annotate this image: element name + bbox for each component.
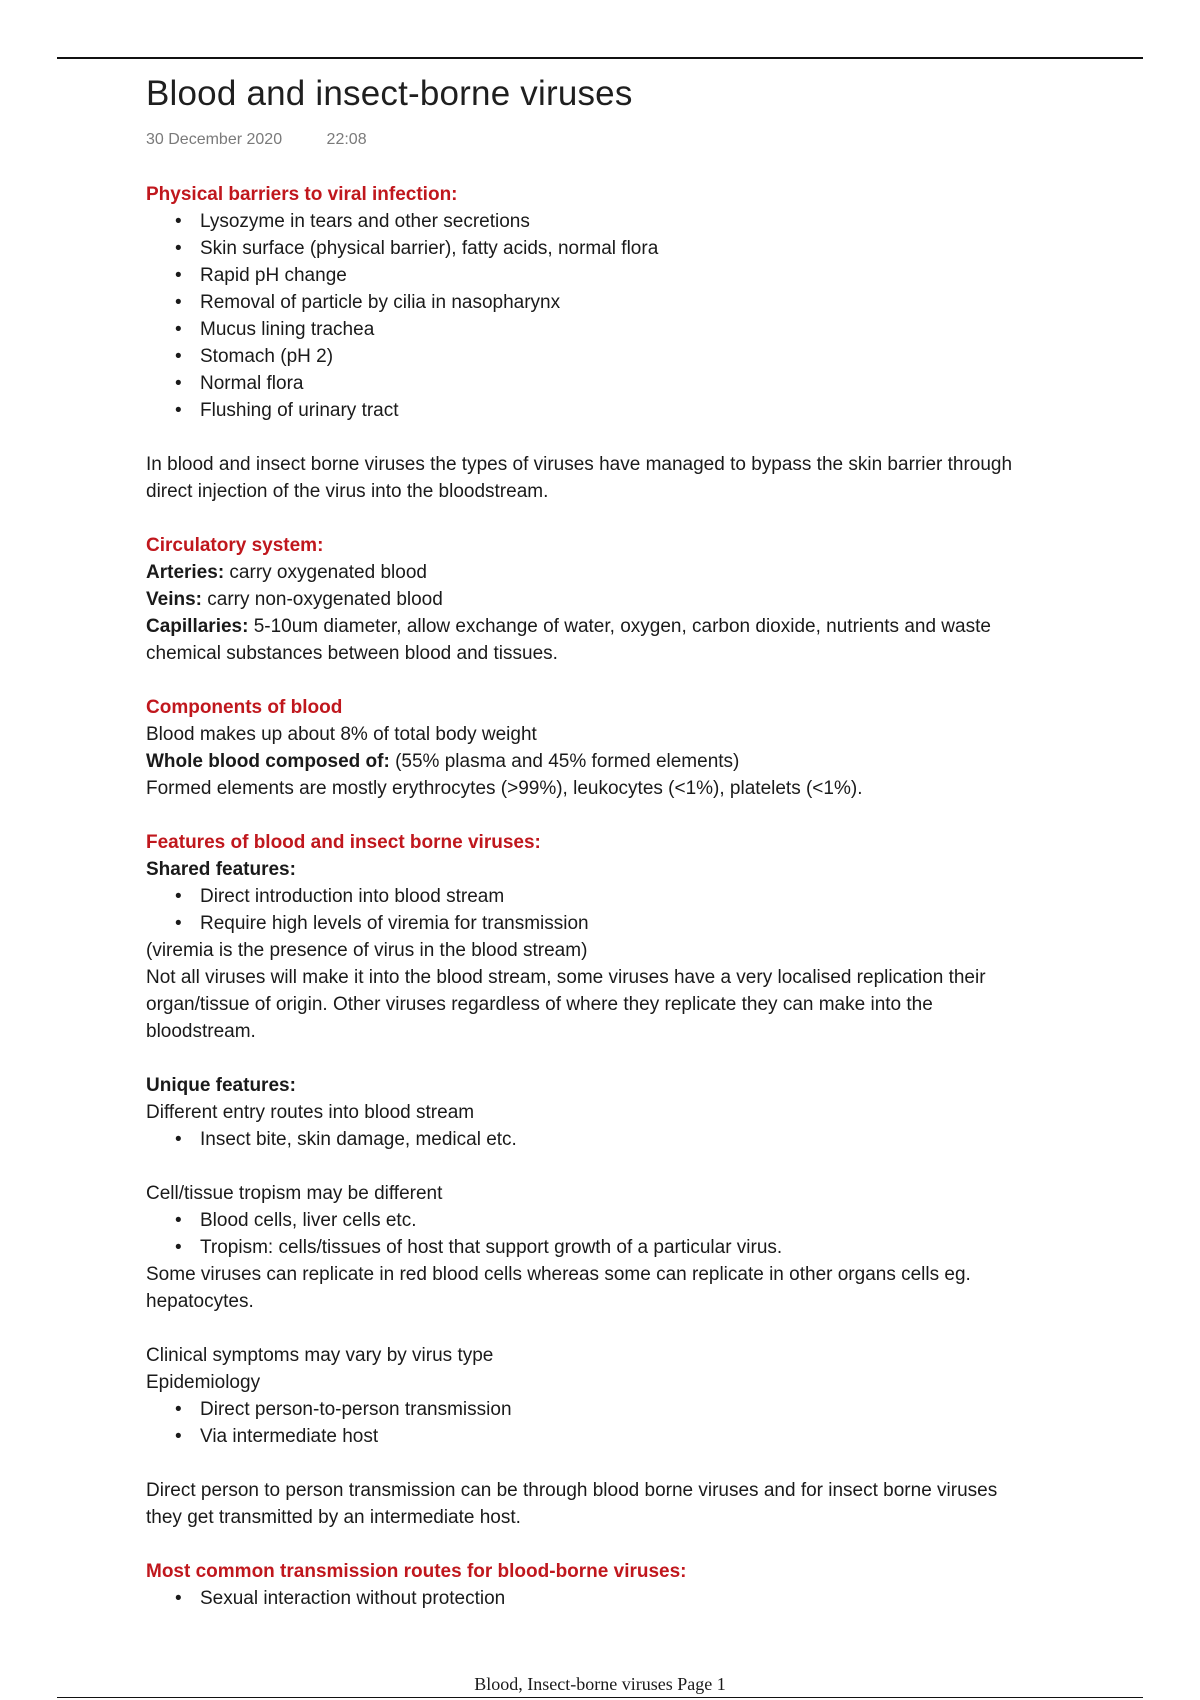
list-item: • Direct introduction into blood stream — [200, 883, 1086, 910]
page-footer: Blood, Insect-borne viruses Page 1 — [474, 1674, 726, 1694]
list-item: • Skin surface (physical barrier), fatty acids, normal flora — [200, 235, 1086, 262]
page-title: Blood and insect-borne viruses — [146, 74, 633, 113]
term-text: (55% plasma and 45% formed elements) — [389, 751, 740, 772]
paragraph-line: Some viruses can replicate in red blood cells whereas some can replicate in other organs cells eg. — [146, 1264, 971, 1285]
list-item: • Mucus lining trachea — [200, 316, 1086, 343]
term-label: Shared features: — [146, 859, 296, 880]
paragraph-line: they get transmitted by an intermediate host. — [146, 1507, 521, 1528]
entry-routes-list — [146, 1126, 1086, 1153]
epidemiology-list — [146, 1396, 1086, 1450]
spacer — [146, 1531, 1086, 1558]
shared-features-list — [146, 883, 1086, 937]
list-item: • Tropism: cells/tissues of host that support growth of a particular virus. — [200, 1234, 1086, 1261]
paragraph-line: hepatocytes. — [146, 1291, 254, 1312]
term-text: 5-10um diameter, allow exchange of water, oxygen, carbon dioxide, nutrients and waste — [248, 616, 991, 637]
term-label: Capillaries: — [146, 616, 249, 637]
paragraph-line: organ/tissue of origin. Other viruses regardless of where they replicate they can make into the — [146, 994, 933, 1015]
paragraph-line: direct injection of the virus into the bloodstream. — [146, 481, 549, 502]
veins-line — [146, 586, 1086, 613]
spacer — [146, 1045, 1086, 1072]
list-item: • Require high levels of viremia for transmission — [200, 910, 1086, 937]
list-item: • Blood cells, liver cells etc. — [200, 1207, 1086, 1234]
top-rule — [57, 57, 1143, 59]
list-item: • Rapid pH change — [200, 262, 1086, 289]
paragraph-line: bloodstream. — [146, 1021, 256, 1042]
page-meta — [146, 131, 367, 149]
section-heading-routes: Most common transmission routes for blood-borne viruses: — [146, 1561, 687, 1582]
paragraph-line: In blood and insect borne viruses the types of viruses have managed to bypass the skin barrier through — [146, 454, 1013, 475]
paragraph-line: Direct person to person transmission can be through blood borne viruses and for insect borne viruses — [146, 1480, 998, 1501]
spacer — [146, 1315, 1086, 1342]
term-label: Whole blood composed of: — [146, 751, 390, 772]
paragraph-line: Epidemiology — [146, 1372, 261, 1393]
shared-features-label — [146, 856, 1086, 883]
list-item: • Direct person-to-person transmission — [200, 1396, 1086, 1423]
list-item: • Flushing of urinary tract — [200, 397, 1086, 424]
barriers-list — [146, 208, 1086, 424]
paragraph-line: Cell/tissue tropism may be different — [146, 1183, 443, 1204]
whole-blood-line — [146, 748, 1086, 775]
spacer — [146, 667, 1086, 694]
paragraph-line: (viremia is the presence of virus in the blood stream) — [146, 940, 588, 961]
list-item: • Insect bite, skin damage, medical etc. — [200, 1126, 1086, 1153]
page-date: 30 December 2020 — [146, 131, 283, 148]
term-text: carry oxygenated blood — [224, 562, 427, 583]
term-label: Unique features: — [146, 1075, 296, 1096]
page-time: 22:08 — [326, 131, 367, 148]
tropism-list — [146, 1207, 1086, 1261]
term-label: Arteries: — [146, 562, 225, 583]
list-item: • Via intermediate host — [200, 1423, 1086, 1450]
paragraph-line: chemical substances between blood and tissues. — [146, 643, 558, 664]
paragraph-line: Different entry routes into blood stream — [146, 1102, 475, 1123]
arteries-line — [146, 559, 1086, 586]
list-item: • Removal of particle by cilia in nasopharynx — [200, 289, 1086, 316]
list-item: • Stomach (pH 2) — [200, 343, 1086, 370]
note-body — [146, 181, 1086, 1612]
paragraph-line: Clinical symptoms may vary by virus type — [146, 1345, 494, 1366]
unique-features-label — [146, 1072, 1086, 1099]
paragraph-line: Blood makes up about 8% of total body weight — [146, 724, 537, 745]
section-heading-features: Features of blood and insect borne viruses: — [146, 832, 541, 853]
section-heading-barriers: Physical barriers to viral infection: — [146, 184, 458, 205]
term-text: carry non-oxygenated blood — [201, 589, 443, 610]
capillaries-line — [146, 613, 1086, 640]
list-item: • Sexual interaction without protection — [200, 1585, 1086, 1612]
spacer — [146, 1153, 1086, 1180]
paragraph-line: Formed elements are mostly erythrocytes (>99%), leukocytes (<1%), platelets (<1%). — [146, 778, 863, 799]
spacer — [146, 505, 1086, 532]
spacer — [146, 424, 1086, 451]
list-item: • Lysozyme in tears and other secretions — [200, 208, 1086, 235]
section-heading-circulatory: Circulatory system: — [146, 535, 324, 556]
spacer — [146, 802, 1086, 829]
routes-list — [146, 1585, 1086, 1612]
list-item: • Normal flora — [200, 370, 1086, 397]
spacer — [146, 1450, 1086, 1477]
section-heading-components: Components of blood — [146, 697, 343, 718]
paragraph-line: Not all viruses will make it into the blood stream, some viruses have a very localised replication their — [146, 967, 986, 988]
bottom-rule — [57, 1697, 1143, 1698]
term-label: Veins: — [146, 589, 202, 610]
